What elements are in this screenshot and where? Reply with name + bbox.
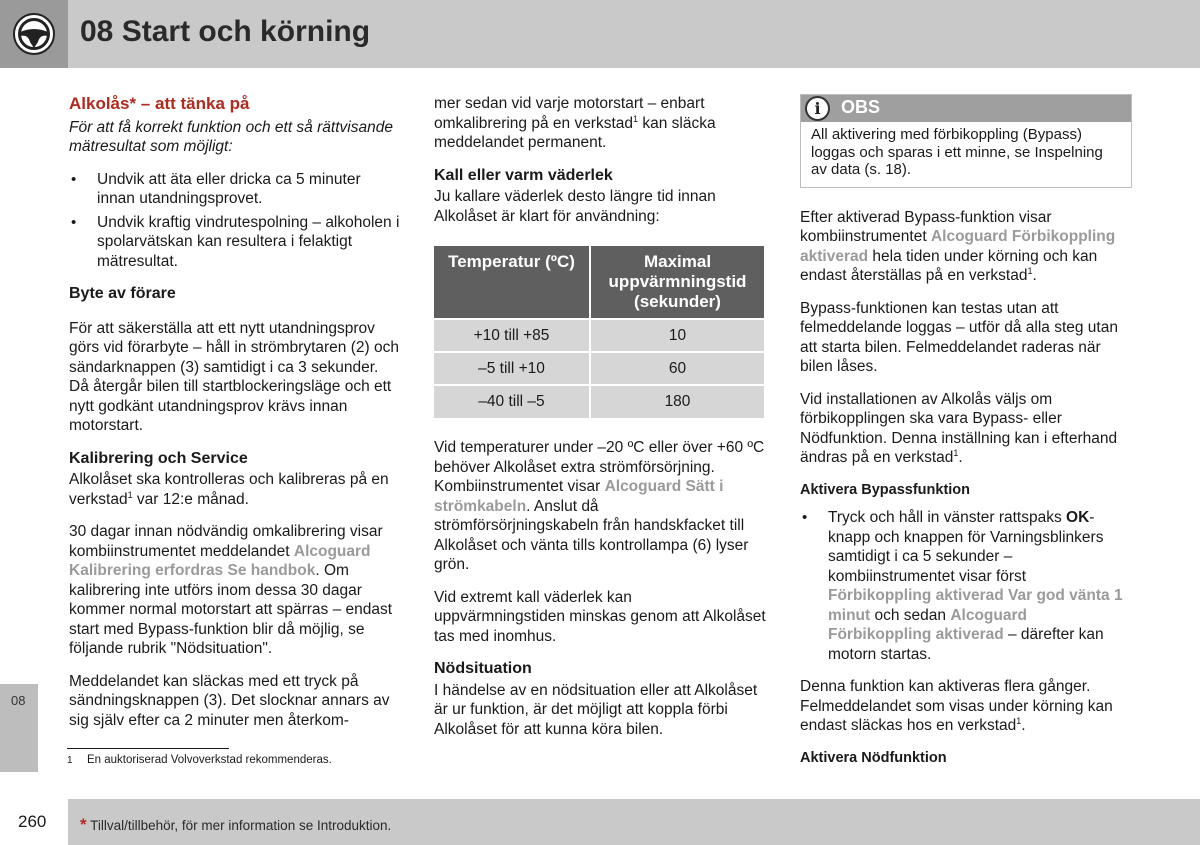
page-number: 260 [18, 812, 47, 831]
info-icon: i [805, 96, 830, 121]
table-cell: 10 [590, 319, 764, 352]
column-2 [434, 94, 766, 752]
footer-bar [68, 799, 1200, 845]
footnote-number: 1 [67, 755, 73, 766]
table-row [434, 319, 764, 352]
list-item: • Undvik att äta eller dricka ca 5 minuter innan utandningsprovet. [69, 170, 401, 209]
table-row [434, 352, 764, 385]
paragraph-installation: Vid installationen av Alkolås väljs om förbikopplingen ska vara Bypass- eller Nödfunktion. Denna inställning kan i efterhand ändras på en verkstad$^1$. [800, 390, 1118, 466]
page-header [0, 0, 1200, 68]
paragraph-meddelandet: Meddelandet kan släckas med ett tryck på sändningsknappen (3). Det slocknar annars av sig själv efter ca 2 minuter men återkom- [69, 672, 390, 729]
footnote-text: En auktoriserad Volvoverkstad rekommenderas. [87, 754, 332, 766]
side-tab-label: 08 [11, 693, 26, 708]
paragraph-nodsituation: I händelse av en nödsituation eller att Alkolåset är ur funktion, är det möjligt att koppla förbi Alkolåset för att kunna köra bilen. [434, 681, 758, 738]
paragraph-temperatur: Vid temperaturer under –20 ºC eller över +60 ºC behöver Alkolåset extra strömförsörjning. Kombiinstrumentet visar Alcoguard Sätt i strömkabeln. Anslut då strömförsörjningskabeln från handskfacket till Alkolåset och vänta tills kontrollampa (6) lyser grön. [434, 439, 765, 573]
footnote [67, 754, 332, 766]
subheading-aktivera-nod: Aktivera Nödfunktion [800, 749, 947, 766]
column-1 [69, 94, 401, 743]
section-heading-alkolas: Alkolås* – att tänka på [69, 94, 250, 113]
obs-text: All aktivering med förbikoppling (Bypass) loggas och sparas i ett minne, se Inspelning av data (s. 18). [811, 126, 1103, 178]
table-cell: –5 till +10 [434, 352, 590, 385]
table-row [434, 385, 764, 418]
obs-header [801, 95, 1131, 122]
table-header: Temperatur (ºC) [434, 246, 590, 319]
table-cell: 60 [590, 352, 764, 385]
footer-note: * Tillval/tillbehör, för mer information se Introduktion. [80, 815, 392, 834]
subheading-kalibrering: Kalibrering och Service [69, 449, 248, 467]
paragraph-byte: För att säkerställa att ett nytt utandningsprov görs vid förarbyte – håll in strömbrytaren (2) och sändarknappen (3) samtidigt i ca 3 sekunder. Då återgår bilen till startblockeringsläge och ett nytt godkänt utandningsprov krävs innan motorstart. [69, 319, 399, 434]
steering-wheel-icon [12, 12, 56, 56]
bypass-steps [800, 508, 1132, 664]
temperature-table [434, 246, 764, 418]
table-cell: +10 till +85 [434, 319, 590, 352]
subheading-byte: Byte av förare [69, 285, 176, 302]
obs-note-box [800, 94, 1132, 188]
subheading-aktivera-bypass: Aktivera Bypassfunktion [800, 481, 971, 498]
paragraph-kalibrering: Alkolåset ska kontrolleras och kalibreras på en verkstad$^1$ var 12:e månad. [69, 471, 389, 508]
display-message: Alcoguard Kalibrering erfordras Se handbok [69, 542, 371, 579]
subheading-nodsituation: Nödsituation [434, 660, 532, 677]
display-message: Alcoguard Förbikoppling aktiverad [800, 228, 1116, 265]
intro-text: För att få korrekt funktion och ett så rättvisande mätresultat som möjligt: [69, 118, 393, 155]
tips-list [69, 170, 401, 272]
list-item: • Tryck och håll in vänster rattspaks OK-knapp och knappen för Varningsblinkers samtidigt i ca 5 sekunder – kombiinstrumentet visar först Förbikoppling aktiverad Var god vänta 1 minut och sedan Alcoguard Förbikoppling aktiverad – därefter kan motorn startas. [800, 508, 1132, 664]
list-item: • Undvik kraftig vindrutespolning – alkoholen i spolarvätskan kan resultera i felaktigt mätresultat. [69, 213, 401, 272]
paragraph-continued: mer sedan vid varje motorstart – enbart omkalibrering på en verkstad$^1$ kan släcka meddelandet permanent. [434, 95, 716, 151]
display-message: Alcoguard Förbikoppling aktiverad [828, 606, 1027, 643]
subheading-kall: Kall eller varm väderlek [434, 166, 613, 184]
paragraph-denna: Denna funktion kan aktiveras flera gånger. Felmeddelandet som visas under körning kan endast släckas hos en verkstad$^1$. [800, 678, 1113, 734]
paragraph-efter: Efter aktiverad Bypass-funktion visar kombiinstrumentet Alcoguard Förbikoppling aktiverad hela tiden under körning och kan endast återställas på en verkstad$^1$. [800, 208, 1116, 284]
footnote-rule [67, 748, 229, 749]
chapter-title: 08 Start och körning [80, 15, 371, 48]
table-cell: –40 till –5 [434, 385, 590, 418]
column-3 [800, 94, 1132, 776]
table-cell: 180 [590, 385, 764, 418]
display-message: Alcoguard Sätt i strömkabeln [434, 478, 724, 515]
page-footer [0, 799, 1200, 845]
table-header: Maximal uppvärmningstid (sekunder) [590, 246, 764, 319]
obs-title: OBS [841, 97, 881, 117]
header-icon-box [0, 0, 68, 68]
display-message: Förbikoppling aktiverad Var god vänta 1 minut [828, 587, 1123, 624]
chapter-side-tab [0, 684, 38, 772]
paragraph-extrem: Vid extremt kall väderlek kan uppvärmningstiden minskas genom att Alkolåset tas med inomhus. [434, 588, 766, 645]
paragraph-bypass-test: Bypass-funktionen kan testas utan att felmeddelande loggas – utför då alla steg utan att starta bilen. Felmeddelandet raderas när bilen låses. [800, 299, 1118, 375]
asterisk: * [80, 815, 87, 834]
paragraph-30-dagar: 30 dagar innan nödvändig omkalibrering visar kombiinstrumentet meddelandet Alcoguard Kalibrering erfordras Se handbok. Om kalibrering inte utförs inom dessa 30 dagar kommer normal motorstart att spärras – endast start med Bypass-funktion blir då möjlig, se följande rubrik "Nödsituation". [69, 523, 393, 657]
paragraph-kall: Ju kallare väderlek desto längre tid innan Alkolåset är klart för användning: [434, 188, 716, 225]
